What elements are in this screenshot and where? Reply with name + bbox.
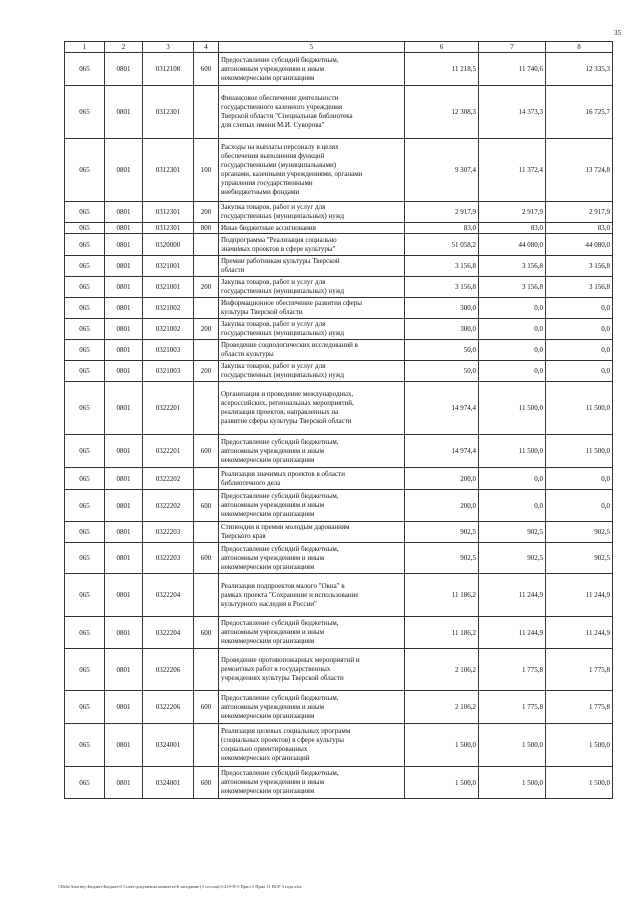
table-row — [65, 574, 613, 617]
table-row — [65, 490, 613, 522]
ministry-code-cell: 065 — [65, 522, 105, 543]
expense-type-cell: 600 — [194, 617, 219, 649]
amount-cell-col8: 902,5 — [546, 543, 613, 574]
section-code-cell: 0801 — [105, 139, 143, 202]
ministry-code-cell: 065 — [65, 340, 105, 361]
target-article-cell: 0312108 — [143, 53, 194, 86]
description-cell: Подпрограмма "Реализация социально значимых проектов в сфере культуры" — [219, 234, 405, 256]
header-row — [65, 42, 613, 53]
amount-cell-col8: 11 500,0 — [546, 435, 613, 468]
expense-type-cell — [194, 468, 219, 490]
ministry-code-cell: 065 — [65, 468, 105, 490]
amount-cell-col8: 0,0 — [546, 319, 613, 340]
expense-type-cell — [194, 382, 219, 435]
amount-cell-col7: 0,0 — [479, 298, 546, 319]
table-row — [65, 223, 613, 234]
amount-cell-col7: 11 244,9 — [479, 574, 546, 617]
ministry-code-cell: 065 — [65, 543, 105, 574]
description-cell: Закупка товаров, работ и услуг для государственных (муниципальных) нужд — [219, 361, 405, 382]
amount-cell-col6: 3 156,8 — [405, 256, 479, 277]
section-code-cell: 0801 — [105, 53, 143, 86]
description-cell: Расходы на выплаты персоналу в целях обеспечения выполнения функций государственными (муниципальными) органами, казенными учреждениями, органами управления государственными внебюджетными фондами — [219, 139, 405, 202]
section-code-cell: 0801 — [105, 617, 143, 649]
description-cell: Информационное обеспечение развития сферы культуры Тверской области — [219, 298, 405, 319]
target-article-cell: 0322206 — [143, 691, 194, 724]
expense-type-cell — [194, 256, 219, 277]
amount-cell-col7: 83,0 — [479, 223, 546, 234]
section-code-cell: 0801 — [105, 691, 143, 724]
description-cell: Закупка товаров, работ и услуг для государственных (муниципальных) нужд — [219, 202, 405, 223]
description-cell: Реализация подпроектов малого "Окна" в рамках проекта "Сохранение и использование культурного наследия в России" — [219, 574, 405, 617]
ministry-code-cell: 065 — [65, 490, 105, 522]
ministry-code-cell: 065 — [65, 139, 105, 202]
ministry-code-cell: 065 — [65, 617, 105, 649]
amount-cell-col8: 12 335,3 — [546, 53, 613, 86]
amount-cell-col6: 51 058,2 — [405, 234, 479, 256]
amount-cell-col6: 2 106,2 — [405, 649, 479, 691]
description-cell: Премии работникам культуры Тверской области — [219, 256, 405, 277]
expense-type-cell — [194, 522, 219, 543]
description-cell: Предоставление субсидий бюджетным, автономным учреждениям и иным некоммерческим организациям — [219, 767, 405, 799]
column-header: 5 — [219, 42, 405, 53]
expense-type-cell — [194, 724, 219, 767]
ministry-code-cell: 065 — [65, 223, 105, 234]
target-article-cell: 0320000 — [143, 234, 194, 256]
table-row — [65, 53, 613, 86]
amount-cell-col6: 200,0 — [405, 468, 479, 490]
ministry-code-cell: 065 — [65, 724, 105, 767]
target-article-cell: 0324001 — [143, 767, 194, 799]
section-code-cell: 0801 — [105, 522, 143, 543]
amount-cell-col8: 0,0 — [546, 298, 613, 319]
column-header: 1 — [65, 42, 105, 53]
amount-cell-col7: 1 500,0 — [479, 767, 546, 799]
description-cell: Иные бюджетные ассигнования — [219, 223, 405, 234]
amount-cell-col6: 2 917,9 — [405, 202, 479, 223]
expense-type-cell: 600 — [194, 691, 219, 724]
amount-cell-col6: 50,0 — [405, 340, 479, 361]
amount-cell-col8: 3 156,8 — [546, 256, 613, 277]
table-row — [65, 86, 613, 139]
amount-cell-col7: 0,0 — [479, 361, 546, 382]
amount-cell-col7: 902,5 — [479, 522, 546, 543]
budget-table — [64, 41, 613, 799]
section-code-cell: 0801 — [105, 574, 143, 617]
table-row — [65, 202, 613, 223]
target-article-cell: 0322201 — [143, 382, 194, 435]
target-article-cell: 0312301 — [143, 139, 194, 202]
amount-cell-col8: 0,0 — [546, 340, 613, 361]
file-path-footer: \\Dela\Attorney\Бюджет\Бюджет\3 Совет\документы комитета\6 заседание (3 сессия)\3-219-П-5 Прил 5 Прил 11 ВСР 3 года.xlsx — [58, 884, 302, 889]
table-row — [65, 617, 613, 649]
ministry-code-cell: 065 — [65, 234, 105, 256]
expense-type-cell — [194, 574, 219, 617]
amount-cell-col7: 1 775,8 — [479, 649, 546, 691]
ministry-code-cell: 065 — [65, 574, 105, 617]
table-row — [65, 361, 613, 382]
expense-type-cell: 600 — [194, 490, 219, 522]
expense-type-cell — [194, 86, 219, 139]
table-row — [65, 382, 613, 435]
target-article-cell: 0322203 — [143, 543, 194, 574]
table-row — [65, 340, 613, 361]
ministry-code-cell: 065 — [65, 767, 105, 799]
description-cell: Предоставление субсидий бюджетным, автономным учреждениям и иным некоммерческим организациям — [219, 691, 405, 724]
ministry-code-cell: 065 — [65, 319, 105, 340]
section-code-cell: 0801 — [105, 435, 143, 468]
expense-type-cell: 600 — [194, 53, 219, 86]
target-article-cell: 0321002 — [143, 319, 194, 340]
amount-cell-col8: 44 080,0 — [546, 234, 613, 256]
table-row — [65, 767, 613, 799]
section-code-cell: 0801 — [105, 543, 143, 574]
target-article-cell: 0312301 — [143, 86, 194, 139]
ministry-code-cell: 065 — [65, 435, 105, 468]
amount-cell-col8: 902,5 — [546, 522, 613, 543]
table-row — [65, 649, 613, 691]
expense-type-cell: 100 — [194, 139, 219, 202]
column-header: 2 — [105, 42, 143, 53]
section-code-cell: 0801 — [105, 277, 143, 298]
table-row — [65, 522, 613, 543]
table-header — [65, 42, 613, 53]
table-row — [65, 543, 613, 574]
page-number: 35 — [614, 29, 621, 37]
amount-cell-col8: 16 725,7 — [546, 86, 613, 139]
amount-cell-col7: 0,0 — [479, 340, 546, 361]
amount-cell-col6: 902,5 — [405, 543, 479, 574]
ministry-code-cell: 065 — [65, 86, 105, 139]
target-article-cell: 0321003 — [143, 361, 194, 382]
amount-cell-col6: 14 974,4 — [405, 382, 479, 435]
amount-cell-col8: 1 500,0 — [546, 724, 613, 767]
section-code-cell: 0801 — [105, 319, 143, 340]
amount-cell-col8: 1 775,8 — [546, 649, 613, 691]
expense-type-cell — [194, 234, 219, 256]
target-article-cell: 0322204 — [143, 574, 194, 617]
description-cell: Предоставление субсидий бюджетным, автономным учреждениям и иным некоммерческим организациям — [219, 617, 405, 649]
target-article-cell: 0321003 — [143, 340, 194, 361]
amount-cell-col7: 11 740,6 — [479, 53, 546, 86]
expense-type-cell: 800 — [194, 223, 219, 234]
amount-cell-col6: 300,0 — [405, 319, 479, 340]
column-header: 3 — [143, 42, 194, 53]
amount-cell-col6: 3 156,8 — [405, 277, 479, 298]
amount-cell-col6: 11 218,5 — [405, 53, 479, 86]
description-cell: Финансовое обеспечение деятельности государственного казенного учреждения Тверской области "Специальная библиотека для слепых имени М.И. Суворова" — [219, 86, 405, 139]
target-article-cell: 0322202 — [143, 468, 194, 490]
amount-cell-col8: 1 775,8 — [546, 691, 613, 724]
description-cell: Предоставление субсидий бюджетным, автономным учреждениям и иным некоммерческим организациям — [219, 435, 405, 468]
section-code-cell: 0801 — [105, 767, 143, 799]
table-row — [65, 468, 613, 490]
table-row — [65, 298, 613, 319]
target-article-cell: 0322204 — [143, 617, 194, 649]
ministry-code-cell: 065 — [65, 649, 105, 691]
amount-cell-col8: 2 917,9 — [546, 202, 613, 223]
expense-type-cell — [194, 340, 219, 361]
ministry-code-cell: 065 — [65, 53, 105, 86]
table-body — [65, 53, 613, 799]
ministry-code-cell: 065 — [65, 298, 105, 319]
section-code-cell: 0801 — [105, 361, 143, 382]
table-row — [65, 435, 613, 468]
amount-cell-col7: 11 372,4 — [479, 139, 546, 202]
table-row — [65, 277, 613, 298]
column-header: 7 — [479, 42, 546, 53]
amount-cell-col6: 1 500,0 — [405, 724, 479, 767]
amount-cell-col6: 83,0 — [405, 223, 479, 234]
amount-cell-col6: 2 106,2 — [405, 691, 479, 724]
amount-cell-col7: 0,0 — [479, 468, 546, 490]
section-code-cell: 0801 — [105, 724, 143, 767]
section-code-cell: 0801 — [105, 468, 143, 490]
target-article-cell: 0324001 — [143, 724, 194, 767]
description-cell: Закупка товаров, работ и услуг для государственных (муниципальных) нужд — [219, 319, 405, 340]
column-header: 4 — [194, 42, 219, 53]
amount-cell-col8: 11 244,9 — [546, 617, 613, 649]
column-header: 6 — [405, 42, 479, 53]
description-cell: Проведение социологических исследований в области культуры — [219, 340, 405, 361]
amount-cell-col8: 11 500,0 — [546, 382, 613, 435]
amount-cell-col7: 14 373,3 — [479, 86, 546, 139]
amount-cell-col7: 902,5 — [479, 543, 546, 574]
ministry-code-cell: 065 — [65, 277, 105, 298]
ministry-code-cell: 065 — [65, 256, 105, 277]
amount-cell-col6: 9 307,4 — [405, 139, 479, 202]
section-code-cell: 0801 — [105, 382, 143, 435]
amount-cell-col6: 200,0 — [405, 490, 479, 522]
amount-cell-col7: 3 156,8 — [479, 256, 546, 277]
table-row — [65, 139, 613, 202]
expense-type-cell: 600 — [194, 435, 219, 468]
table-row — [65, 319, 613, 340]
amount-cell-col6: 11 186,2 — [405, 574, 479, 617]
amount-cell-col6: 1 500,0 — [405, 767, 479, 799]
amount-cell-col6: 902,5 — [405, 522, 479, 543]
amount-cell-col8: 3 156,8 — [546, 277, 613, 298]
expense-type-cell — [194, 649, 219, 691]
amount-cell-col6: 12 308,3 — [405, 86, 479, 139]
section-code-cell: 0801 — [105, 86, 143, 139]
amount-cell-col8: 83,0 — [546, 223, 613, 234]
description-cell: Предоставление субсидий бюджетным, автономным учреждениям и иным некоммерческим организациям — [219, 53, 405, 86]
amount-cell-col7: 1 775,8 — [479, 691, 546, 724]
column-header: 8 — [546, 42, 613, 53]
table-row — [65, 234, 613, 256]
target-article-cell: 0312301 — [143, 202, 194, 223]
target-article-cell: 0322203 — [143, 522, 194, 543]
ministry-code-cell: 065 — [65, 382, 105, 435]
amount-cell-col6: 14 974,4 — [405, 435, 479, 468]
description-cell: Реализация целевых социальных программ (социальных проектов) в сфере культуры социально ориентированных некоммерческих организаций — [219, 724, 405, 767]
section-code-cell: 0801 — [105, 340, 143, 361]
amount-cell-col7: 3 156,8 — [479, 277, 546, 298]
target-article-cell: 0322202 — [143, 490, 194, 522]
section-code-cell: 0801 — [105, 223, 143, 234]
table-row — [65, 691, 613, 724]
section-code-cell: 0801 — [105, 202, 143, 223]
section-code-cell: 0801 — [105, 256, 143, 277]
amount-cell-col7: 0,0 — [479, 490, 546, 522]
table-row — [65, 724, 613, 767]
ministry-code-cell: 065 — [65, 361, 105, 382]
table-row — [65, 256, 613, 277]
expense-type-cell: 200 — [194, 277, 219, 298]
target-article-cell: 0321001 — [143, 256, 194, 277]
target-article-cell: 0321001 — [143, 277, 194, 298]
target-article-cell: 0322201 — [143, 435, 194, 468]
section-code-cell: 0801 — [105, 649, 143, 691]
expense-type-cell: 200 — [194, 202, 219, 223]
amount-cell-col6: 300,0 — [405, 298, 479, 319]
amount-cell-col8: 0,0 — [546, 468, 613, 490]
section-code-cell: 0801 — [105, 298, 143, 319]
ministry-code-cell: 065 — [65, 691, 105, 724]
amount-cell-col7: 11 244,9 — [479, 617, 546, 649]
expense-type-cell — [194, 298, 219, 319]
amount-cell-col8: 0,0 — [546, 490, 613, 522]
ministry-code-cell: 065 — [65, 202, 105, 223]
amount-cell-col7: 2 917,9 — [479, 202, 546, 223]
amount-cell-col7: 1 500,0 — [479, 724, 546, 767]
expense-type-cell: 200 — [194, 319, 219, 340]
target-article-cell: 0312301 — [143, 223, 194, 234]
expense-type-cell: 600 — [194, 767, 219, 799]
amount-cell-col7: 11 500,0 — [479, 435, 546, 468]
description-cell: Проведение противопожарных мероприятий и ремонтных работ в государственных учреждениях культуры Тверской области — [219, 649, 405, 691]
description-cell: Реализация значимых проектов в области библиотечного дела — [219, 468, 405, 490]
amount-cell-col8: 0,0 — [546, 361, 613, 382]
expense-type-cell: 600 — [194, 543, 219, 574]
amount-cell-col7: 0,0 — [479, 319, 546, 340]
amount-cell-col8: 13 724,8 — [546, 139, 613, 202]
amount-cell-col7: 11 500,0 — [479, 382, 546, 435]
section-code-cell: 0801 — [105, 490, 143, 522]
description-cell: Стипендии и премии молодым дарованиям Тверского края — [219, 522, 405, 543]
section-code-cell: 0801 — [105, 234, 143, 256]
amount-cell-col6: 50,0 — [405, 361, 479, 382]
amount-cell-col7: 44 080,0 — [479, 234, 546, 256]
amount-cell-col8: 1 500,0 — [546, 767, 613, 799]
expense-type-cell: 200 — [194, 361, 219, 382]
amount-cell-col6: 11 186,2 — [405, 617, 479, 649]
description-cell: Закупка товаров, работ и услуг для государственных (муниципальных) нужд — [219, 277, 405, 298]
description-cell: Организация и проведение международных, всероссийских, региональных мероприятий, реализация проектов, направленных на развитие сферы культуры Тверской области — [219, 382, 405, 435]
description-cell: Предоставление субсидий бюджетным, автономным учреждениям и иным некоммерческим организациям — [219, 543, 405, 574]
amount-cell-col8: 11 244,9 — [546, 574, 613, 617]
target-article-cell: 0322206 — [143, 649, 194, 691]
target-article-cell: 0321002 — [143, 298, 194, 319]
description-cell: Предоставление субсидий бюджетным, автономным учреждениям и иным некоммерческим организациям — [219, 490, 405, 522]
